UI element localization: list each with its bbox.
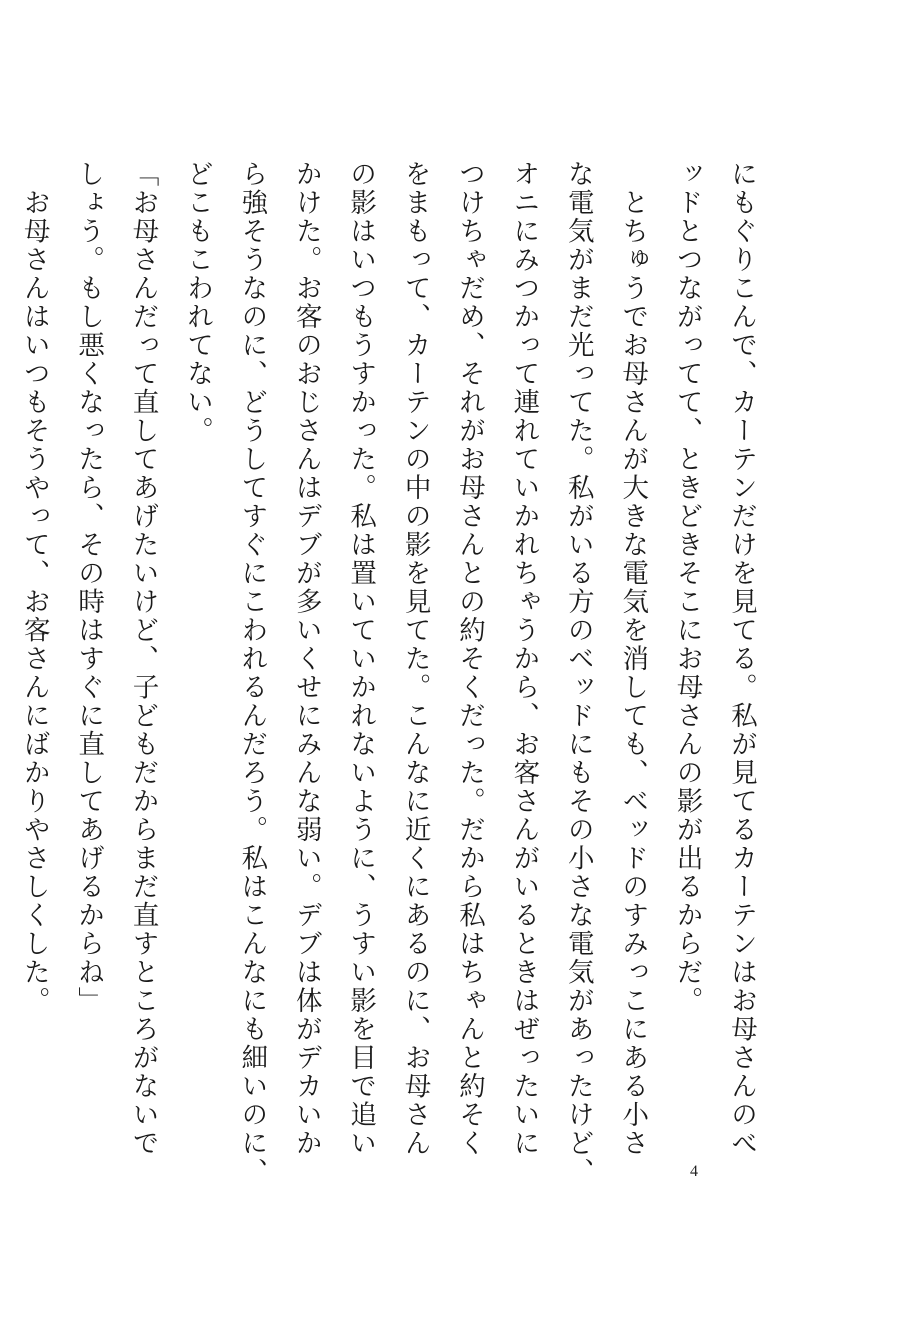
text-line: お母さんはいつもそうやって、お客さんにばかりやさしくした。 [18,160,50,1015]
text-line: ッドとつながってて、ときどきそこにお母さんの影が出るからだ。 [671,160,703,1015]
text-line: かけた。お客のおじさんはデブが多いくせにみんな弱い。デブは体がデカいか [290,160,322,1158]
text-line: にもぐりこんで、カーテンだけを見てる。私が見てるカーテンはお母さんのべ [726,160,757,1158]
text-line: しょう。もし悪くなったら、その時はすぐに直してあげるからね」 [73,160,105,1015]
vertical-text-body [6,160,768,1186]
text-line: とちゅうでお母さんが大きな電気を消しても、ベッドのすみっこにある小さ [617,160,649,1158]
text-line: をまもって、カーテンの中の影を見てた。こんなに近くにあるのに、お母さん [399,160,431,1158]
text-line: つけちゃだめ、それがお母さんとの約そくだった。だから私はちゃんと約そく [453,160,485,1158]
text-line: な電気がまだ光ってた。私がいる方のベッドにもその小さな電気があったけど、 [562,160,594,1186]
text-line: ら強そうなのに、どうしてすぐにこわれるんだろう。私はこんなにも細いのに、 [236,160,268,1186]
text-line: 「お母さんだって直してあげたいけど、子どもだからまだ直すところがないで [127,160,159,1158]
text-line: の影はいつもうすかった。私は置いていかれないように、うすい影を目で追い [345,160,377,1158]
text-line: どこもこわれてない。 [181,160,213,445]
text-line: オニにみつかって連れていかれちゃうから、お客さんがいるときはぜったいに [508,160,540,1158]
page-number: 4 [690,1163,698,1180]
